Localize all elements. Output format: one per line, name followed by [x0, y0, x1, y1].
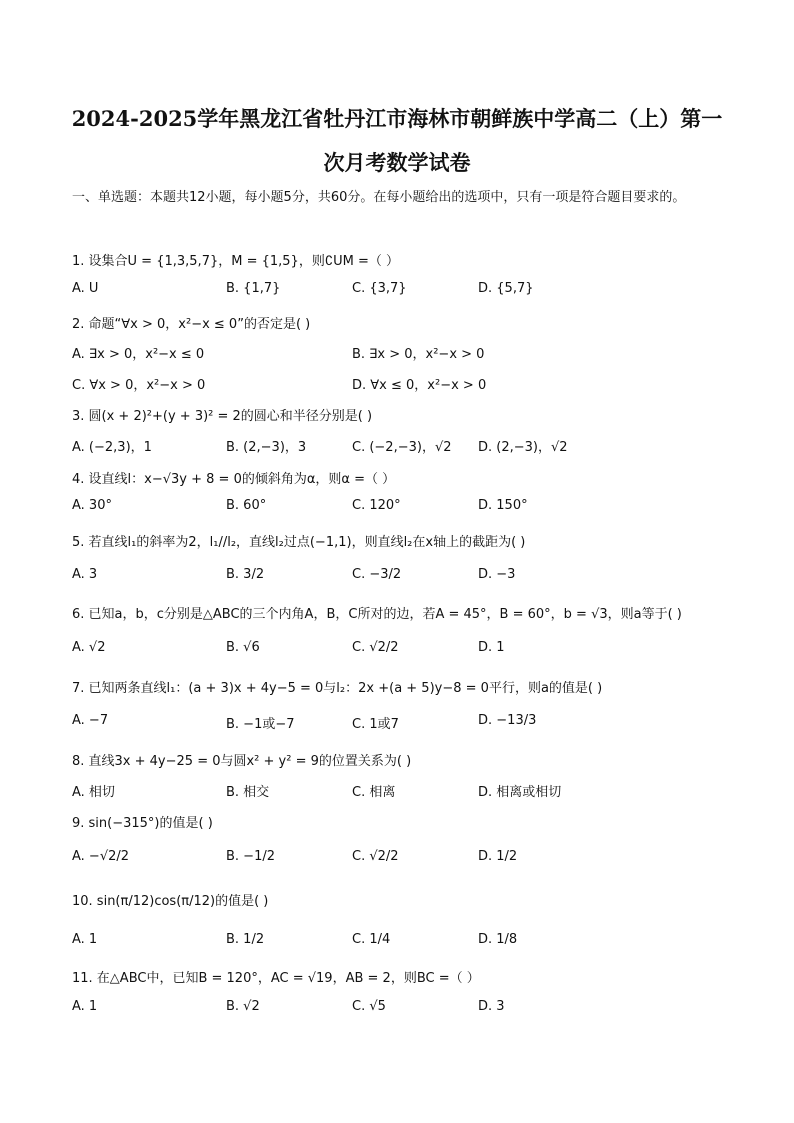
question-4-option-a: A. 30°: [72, 498, 112, 513]
page-title-line-2: 次月考数学试卷: [323, 150, 471, 175]
question-4-option-d: D. 150°: [478, 498, 528, 513]
question-2-option-b: B. ∃x > 0，x²−x > 0: [352, 347, 485, 362]
question-11-option-c: C. √5: [352, 999, 386, 1014]
question-10-option-d: D. 1/8: [478, 932, 518, 947]
question-2-option-d: D. ∀x ≤ 0，x²−x > 0: [352, 378, 487, 393]
question-2-option-c: C. ∀x > 0，x²−x > 0: [72, 378, 206, 393]
question-3-option-d: D. (2,−3)，√2: [478, 440, 568, 455]
question-8-option-c: C. 相离: [352, 785, 396, 800]
question-2-stem: 2. 命题“∀x > 0，x²−x ≤ 0”的否定是( ): [72, 317, 311, 332]
question-1-option-d: D. {5,7}: [478, 281, 534, 296]
question-1-option-a: A. U: [72, 281, 99, 296]
question-7-option-b: B. −1或−7: [226, 717, 295, 732]
question-7-stem: 7. 已知两条直线l₁：(a + 3)x + 4y−5 = 0与l₂：2x +(a + 5)y−8 = 0平行，则a的值是( ): [72, 681, 603, 696]
question-5-option-d: D. −3: [478, 567, 516, 582]
question-8-option-a: A. 相切: [72, 785, 115, 800]
question-9-stem: 9. sin(−315°)的值是( ): [72, 816, 213, 831]
page-title-line-1: 2024-2025学年黑龙江省牡丹江市海林市朝鲜族中学高二（上）第一: [71, 106, 723, 131]
question-10-option-b: B. 1/2: [226, 932, 265, 947]
question-11-option-b: B. √2: [226, 999, 260, 1014]
question-9-option-d: D. 1/2: [478, 849, 518, 864]
question-8-stem: 8. 直线3x + 4y−25 = 0与圆x² + y² = 9的位置关系为( ): [72, 754, 412, 769]
question-3-stem: 3. 圆(x + 2)²+(y + 3)² = 2的圆心和半径分别是( ): [72, 409, 373, 424]
question-3-option-b: B. (2,−3)，3: [226, 440, 307, 455]
question-7-option-a: A. −7: [72, 713, 109, 728]
question-10-option-c: C. 1/4: [352, 932, 391, 947]
question-3-option-c: C. (−2,−3)，√2: [352, 440, 452, 455]
question-3-option-a: A. (−2,3)，1: [72, 440, 152, 455]
question-1-option-c: C. {3,7}: [352, 281, 407, 296]
question-6-stem: 6. 已知a，b，c分别是△ABC的三个内角A，B，C所对的边，若A = 45°，B = 60°，b = √3，则a等于( ): [72, 607, 682, 622]
question-1-option-b: B. {1,7}: [226, 281, 281, 296]
question-6-option-d: D. 1: [478, 640, 505, 655]
question-9-option-c: C. √2/2: [352, 849, 399, 864]
question-9-option-b: B. −1/2: [226, 849, 275, 864]
question-6-option-a: A. √2: [72, 640, 106, 655]
question-10-option-a: A. 1: [72, 932, 98, 947]
question-8-option-b: B. 相交: [226, 785, 270, 800]
question-5-option-a: A. 3: [72, 567, 98, 582]
question-4-option-b: B. 60°: [226, 498, 267, 513]
question-6-option-c: C. √2/2: [352, 640, 399, 655]
question-4-stem: 4. 设直线l：x−√3y + 8 = 0的倾斜角为α，则α =（ ）: [72, 472, 396, 487]
question-1-stem: 1. 设集合U = {1,3,5,7}，M = {1,5}，则∁UM =（ ）: [72, 254, 399, 269]
question-7-option-c: C. 1或7: [352, 717, 399, 732]
question-5-option-b: B. 3/2: [226, 567, 265, 582]
question-2-option-a: A. ∃x > 0，x²−x ≤ 0: [72, 347, 205, 362]
section-heading: 一、单选题：本题共12小题，每小题5分，共60分。在每小题给出的选项中，只有一项是符合题目要求的。: [72, 190, 686, 205]
question-7-option-d: D. −13/3: [478, 713, 537, 728]
question-4-option-c: C. 120°: [352, 498, 401, 513]
question-9-option-a: A. −√2/2: [72, 849, 130, 864]
question-8-option-d: D. 相离或相切: [478, 785, 562, 800]
question-11-stem: 11. 在△ABC中，已知B = 120°，AC = √19，AB = 2，则BC =（ ）: [72, 971, 480, 986]
question-10-stem: 10. sin(π/12)cos(π/12)的值是( ): [72, 894, 269, 909]
question-5-stem: 5. 若直线l₁的斜率为2，l₁//l₂，直线l₂过点(−1,1)，则直线l₂在x轴上的截距为( ): [72, 535, 526, 550]
question-11-option-d: D. 3: [478, 999, 505, 1014]
question-6-option-b: B. √6: [226, 640, 260, 655]
question-5-option-c: C. −3/2: [352, 567, 402, 582]
question-11-option-a: A. 1: [72, 999, 98, 1014]
